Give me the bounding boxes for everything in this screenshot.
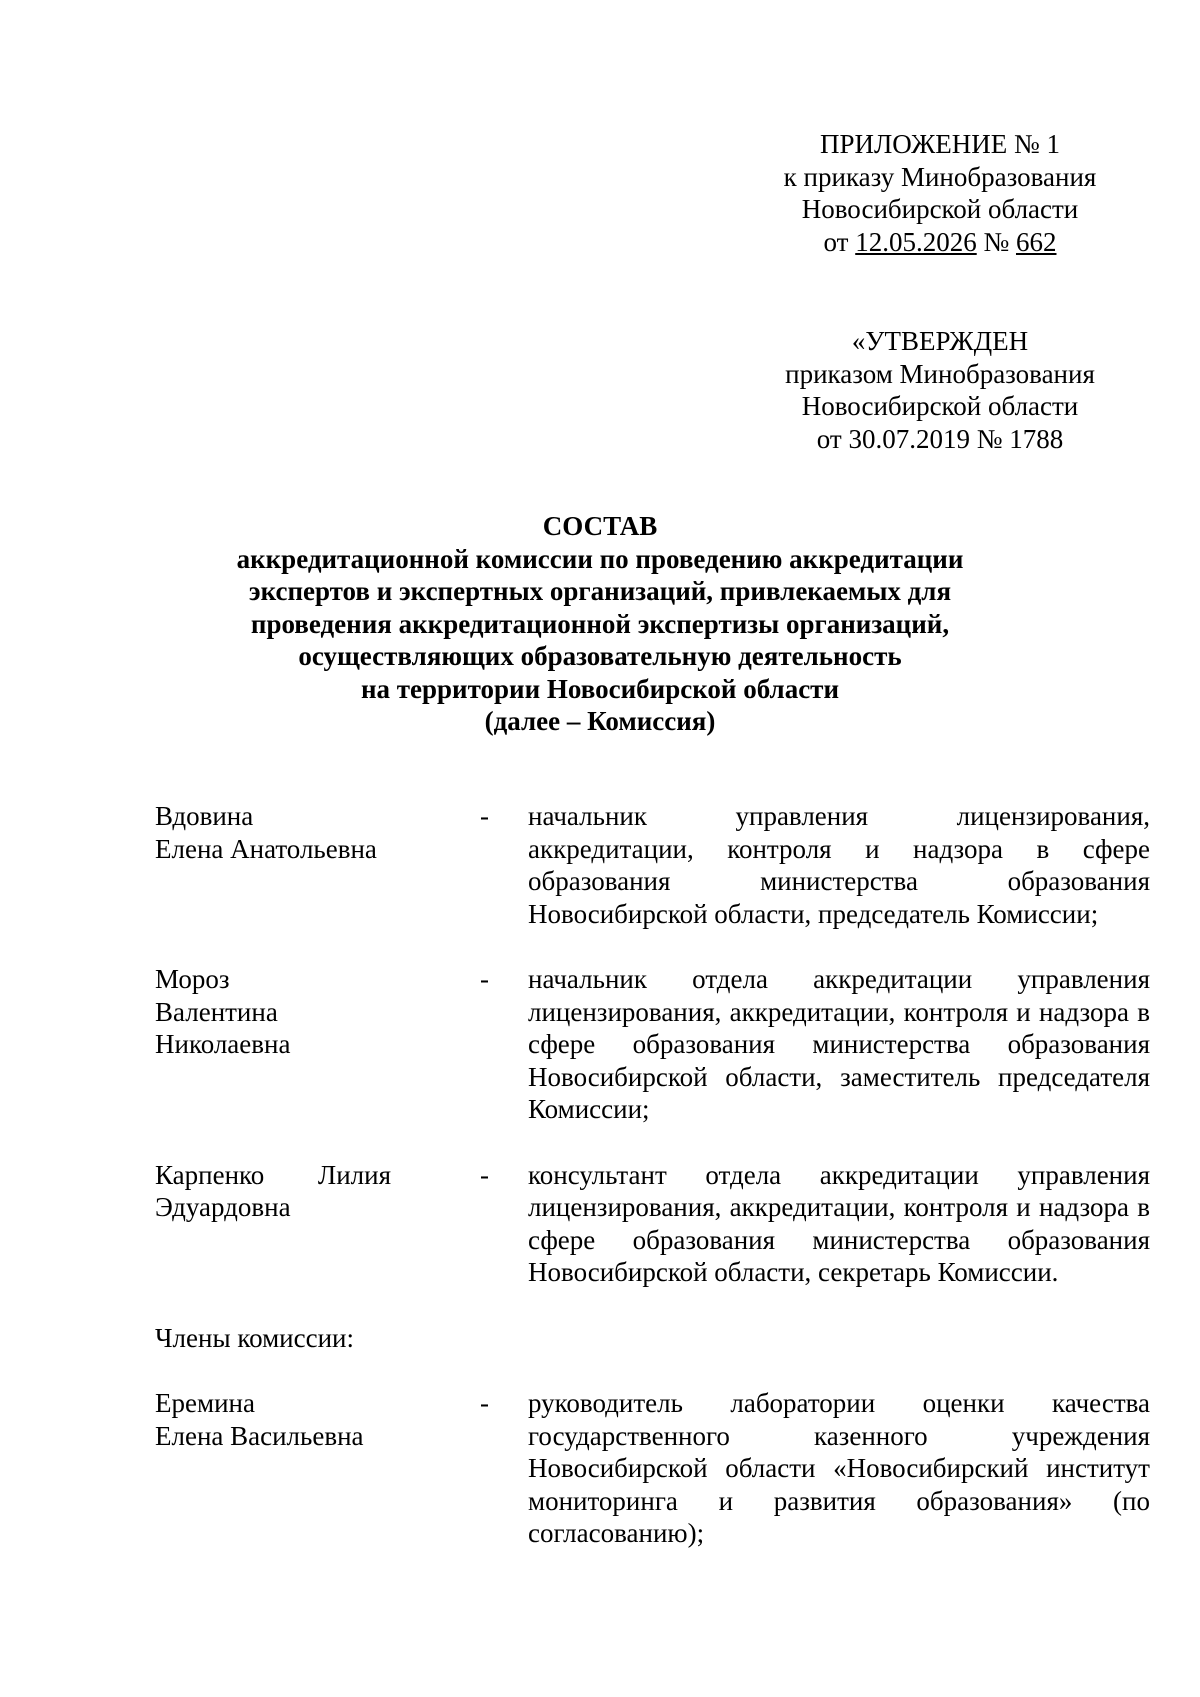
member-name: Вдовина Елена Анатольевна [155,801,377,864]
approved-header [730,325,1150,455]
commission-list [155,800,1150,1583]
title-line-4: осуществляющих образовательную деятельность [298,641,902,671]
member-dash: - [480,1388,489,1418]
members-label: Члены комиссии: [155,1322,354,1353]
member-role: руководитель лаборатории оценки качества государственного казенного учреждения Новосибирской области «Новосибирский институт мониторинга и развития образования» (по согласованию); [528,1388,1150,1548]
member-dash: - [480,964,489,994]
title-line-5: на территории Новосибирской области [360,673,840,704]
title-line-2: экспертов и экспертных организаций, привлекаемых для [248,576,952,606]
member-name: Мороз Валентина Николаевна [155,964,291,1059]
member-name: Еремина Елена Васильевна [155,1388,364,1451]
approved-order-ref: приказом Минобразования [785,358,1095,389]
appendix-date-prefix: от [823,226,856,257]
appendix-number: 662 [1015,226,1057,257]
appendix-title: ПРИЛОЖЕНИЕ № 1 [819,129,1061,159]
title-line-1: аккредитационной комиссии по проведению аккредитации [236,543,964,574]
member-row [155,1387,1150,1550]
appendix-region: Новосибирской области [801,194,1079,224]
member-row [155,800,1150,930]
member-dash: - [480,1159,489,1190]
appendix-date-line [730,226,1150,259]
title-line-3: проведения аккредитационной экспертизы организаций, [250,608,950,639]
document-title [100,510,1100,738]
approved-region: Новосибирской области [801,391,1079,421]
title-line-6: (далее – Комиссия) [484,706,716,736]
member-dash: - [480,801,489,831]
member-role: начальник управления лицензирования, аккредитации, контроля и надзора в сфере образования министерства образования Новосибирской области, председатель Комиссии; [528,801,1150,929]
member-role: консультант отдела аккредитации управления лицензирования, аккредитации, контроля и надзора в сфере образования министерства образования Новосибирской области, секретарь Комиссии. [528,1159,1150,1287]
approved-title: «УТВЕРЖДЕН [851,326,1029,356]
member-row [155,1159,1150,1289]
title-heading: СОСТАВ [542,511,658,541]
approved-date-line: от 30.07.2019 № 1788 [816,423,1064,454]
appendix-order-ref: к приказу Минобразования [783,161,1097,192]
member-role: начальник отдела аккредитации управления лицензирования, аккредитации, контроля и надзора в сфере образования министерства образования Новосибирской области, заместитель председателя Комиссии; [528,964,1150,1124]
appendix-date: 12.05.2026 [855,226,977,257]
member-row [155,963,1150,1126]
appendix-header [730,128,1150,258]
member-name: Карпенко Лилия Эдуардовна [155,1159,391,1222]
appendix-number-prefix: № [976,226,1016,257]
